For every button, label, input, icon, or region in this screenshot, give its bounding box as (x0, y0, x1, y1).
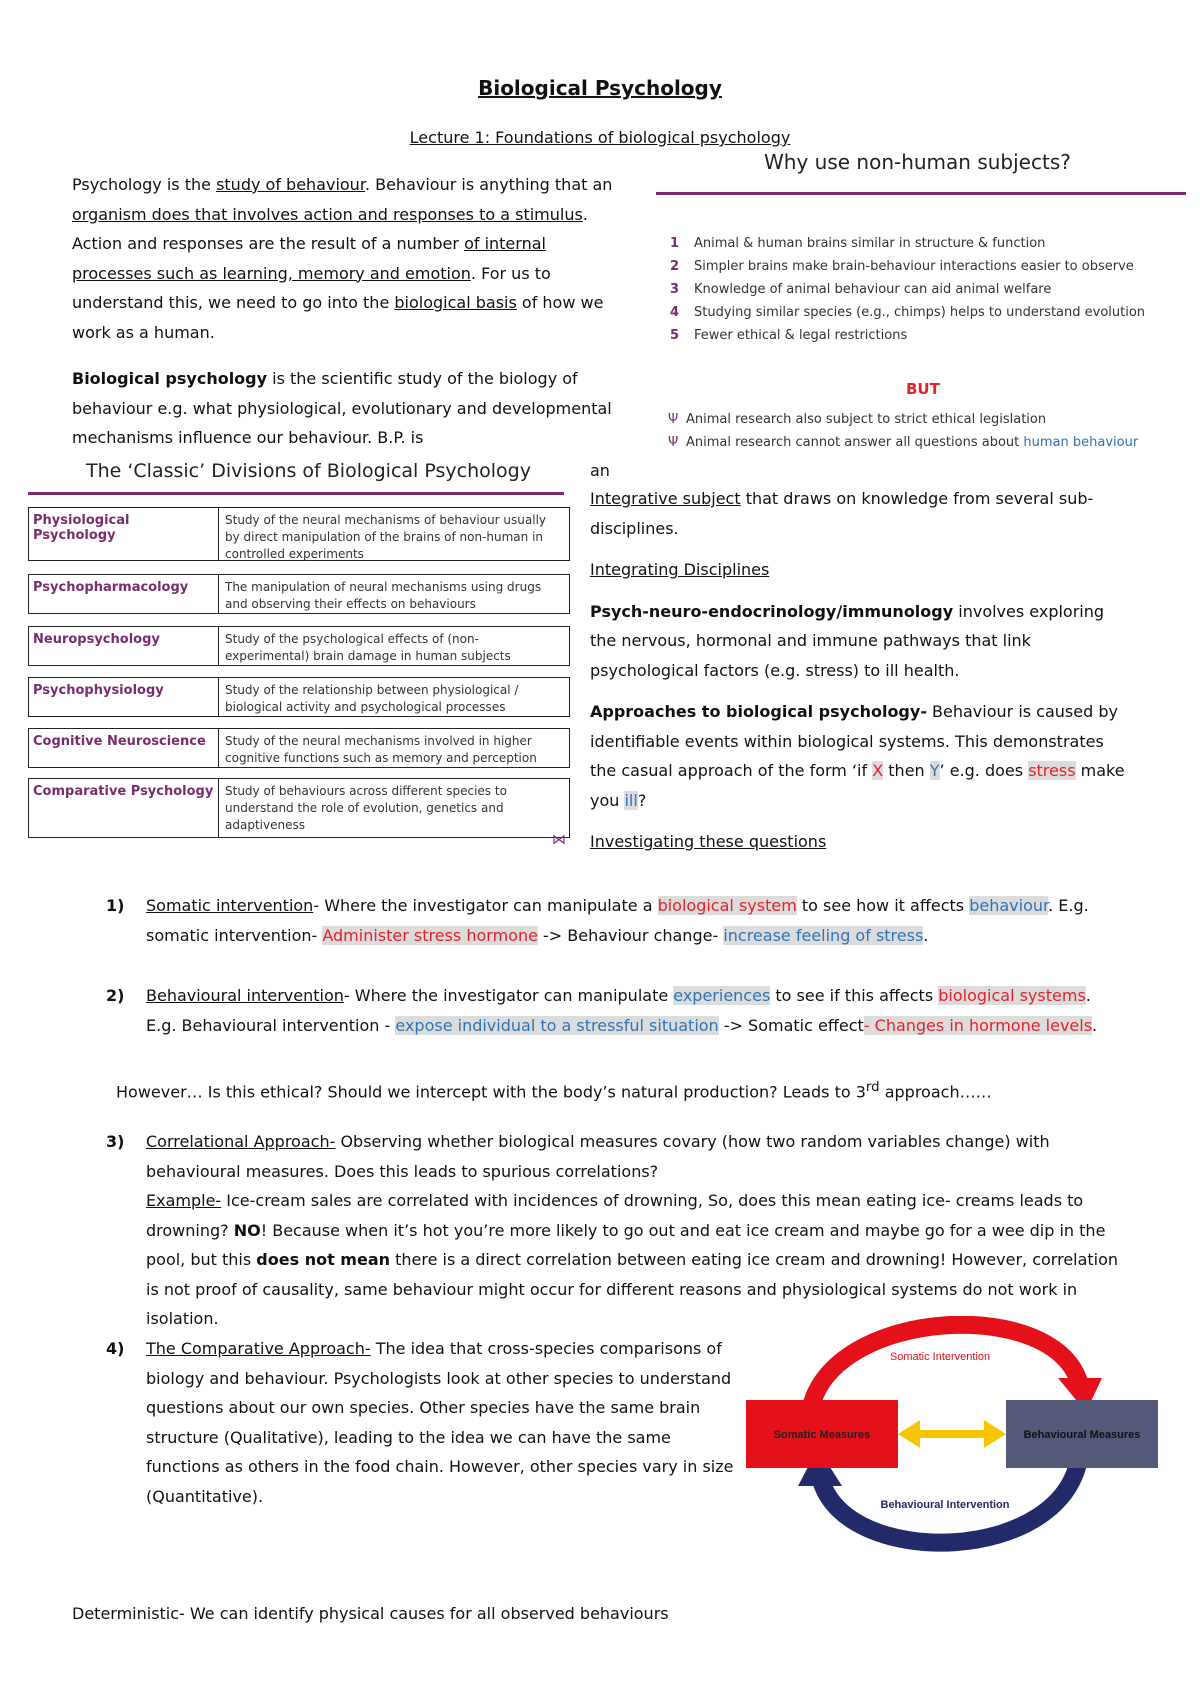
division-name: Comparative Psychology (29, 779, 219, 837)
make-you: make you (590, 761, 1125, 810)
integrating-heading: Integrating Disciplines (590, 560, 770, 579)
why-but-label: BUT (906, 380, 940, 398)
psi-icon: Ψ (668, 435, 679, 450)
bp-definition: is the scientific study of the biology of behaviour e.g. what physiological, evolutionary and developmental mechanisms influence our behaviour. B.P. is (72, 369, 612, 447)
internal-processes-phrase: of internal processes such as learning, memory and emotion (72, 234, 546, 283)
why-item (670, 259, 1134, 274)
list-text (146, 891, 1126, 950)
approaches-term: Approaches to biological psychology- (590, 702, 927, 721)
why-bullet-text: Animal research cannot answer all questions about (686, 435, 1024, 450)
example-label: Example- (146, 1191, 222, 1210)
then-word: then (883, 761, 930, 780)
y-var: Y (929, 761, 940, 780)
division-row (28, 574, 570, 614)
psi-icon: Ψ (668, 412, 679, 427)
double-arrow-right-head (984, 1420, 1006, 1448)
why-item-num: 3 (670, 282, 680, 297)
why-bullet (668, 412, 1046, 427)
list-text (146, 1127, 1126, 1334)
lecture-subtitle: Lecture 1: Foundations of biological psychology (409, 128, 791, 147)
behavioural-intervention-label: Behavioural Intervention (880, 1499, 1010, 1511)
why-item-text: Studying similar species (e.g., chimps) helps to understand evolution (694, 305, 1146, 320)
list-segment: The idea that cross-species comparisons of biology and behaviour. Psychologists look at other species to understand questions about our own species. Other species have the same brain structure (Qualitative), leading to the idea we can have the same functions as others in the food chain. However, other species vary in size (Quantitative). (146, 1339, 734, 1506)
bracket-icon: ⋈ (552, 832, 566, 848)
list-segment: there is a direct correlation between eating ice cream and drowning! However, correlation is not proof of causality, same behaviour might occur for different reasons and physiological systems do not work in isolation. (146, 1250, 1119, 1328)
why-panel-rule (656, 192, 1186, 195)
red-highlight: - Changes in hormone levels (863, 1015, 1093, 1035)
division-name: Psychopharmacology (29, 575, 219, 613)
integrative-subject: Integrative subject (590, 489, 741, 508)
approaches-rest: Behaviour is caused by identifiable events within biological systems. This demonstrates the casual approach of the form ‘if (590, 702, 1118, 780)
integrative-rest: that draws on knowledge from several sub-disciplines. (590, 489, 1094, 538)
division-row (28, 677, 570, 717)
why-bullet (668, 435, 1138, 450)
list-segment: . (923, 925, 929, 945)
division-desc: Study of the relationship between physiological / biological activity and psychological processes (225, 683, 519, 714)
intro-text-3: . Action and responses are the result of a number (72, 204, 588, 253)
classic-divisions-rule (28, 492, 564, 495)
division-name: Neuropsychology (29, 627, 219, 665)
pne-rest: involves exploring the nervous, hormonal and immune pathways that link psychological factors (e.g. stress) to ill health. (590, 601, 1105, 680)
red-highlight: Administer stress hormone (322, 925, 538, 945)
list-heading: Somatic intervention (146, 896, 314, 915)
division-name: Psychophysiology (29, 678, 219, 716)
why-item-num: 1 (670, 236, 680, 251)
list-number: 2) (106, 986, 125, 1005)
why-item (670, 328, 907, 343)
why-item (670, 236, 1045, 251)
question-mark: ? (637, 790, 647, 810)
list-heading: The Comparative Approach- (146, 1339, 371, 1358)
why-panel-title: Why use non-human subjects? (764, 150, 1071, 174)
cycle-svg (740, 1316, 1160, 1566)
investigating-heading: Investigating these questions (590, 832, 827, 851)
list-segment: . E.g. somatic intervention- (146, 896, 1089, 945)
list-segment: . (1092, 1015, 1098, 1035)
list-segment: Observing whether biological measures covary (how two random variables change) with behavioural measures. Does this leads to spurious correlations? (146, 1132, 1050, 1181)
division-desc: The manipulation of neural mechanisms using drugs and observing their effects on behaviours (225, 580, 542, 611)
division-row (28, 778, 570, 838)
division-desc: Study of behaviours across different species to understand the role of evolution, genetics and adaptiveness (225, 784, 507, 832)
intro-text-5: of how we work as a human. (72, 293, 604, 342)
pne-term: Psych-neuro-endocrinology/immunology (590, 601, 954, 621)
biological-basis-phrase: biological basis (394, 293, 517, 312)
list-text (146, 1334, 746, 1511)
however-line (116, 1080, 992, 1101)
blue-highlight: increase feeling of stress (723, 925, 924, 945)
division-desc: Study of the neural mechanisms involved in higher cognitive functions such as memory and perception (225, 734, 537, 765)
why-item-num: 2 (670, 259, 680, 274)
intro-text-4: . For us to understand this, we need to go into the (72, 263, 551, 312)
division-row (28, 507, 570, 561)
bp-term: Biological psychology (72, 369, 268, 388)
intervention-cycle-diagram (740, 1316, 1160, 1566)
top-arc-arrow (810, 1325, 1080, 1411)
why-item-num: 5 (670, 328, 680, 343)
however-end: approach…… (879, 1082, 992, 1102)
list-segment: ! Because when it’s hot you’re more likely to go out and eat ice cream and maybe go for a wee dip in the pool, but this (146, 1220, 1106, 1269)
stress-word: stress (1028, 761, 1076, 780)
deterministic-line: Deterministic- We can identify physical causes for all observed behaviours (72, 1604, 669, 1623)
division-row (28, 728, 570, 768)
eg-does: ’ e.g. does (939, 761, 1029, 780)
list-number: 4) (106, 1339, 125, 1358)
double-arrow-left-head (898, 1420, 920, 1448)
organism-phrase: organism does that involves action and responses to a stimulus (72, 204, 583, 224)
why-item-num: 4 (670, 305, 680, 320)
intro-text-2: . Behaviour is anything that an (364, 175, 613, 194)
why-item (670, 282, 1051, 297)
red-highlight: biological system (657, 896, 797, 915)
ordinal-suffix: rd (865, 1080, 880, 1095)
pne-paragraph (590, 597, 1130, 686)
x-var: X (872, 761, 884, 780)
list-segment: - Where the investigator can manipulate a (313, 896, 658, 915)
integrative-paragraph (590, 484, 1130, 543)
why-non-human-panel (656, 150, 1186, 460)
list-heading: Behavioural intervention (146, 986, 344, 1005)
study-of-behaviour-link: study of behaviour (216, 175, 365, 194)
blue-highlight: expose individual to a stressful situation (395, 1015, 719, 1035)
list-segment: Ice-cream sales are correlated with incidences of drowning, So, does this mean eating ice- creams leads to drowning? (146, 1191, 1084, 1240)
however-text: However… Is this ethical? Should we intercept with the body’s natural production? Leads to 3 (116, 1082, 866, 1102)
intro-text-1: Psychology is the (72, 175, 217, 194)
red-highlight: biological systems (938, 986, 1086, 1005)
document-title: Biological Psychology (478, 76, 722, 100)
why-bullet-highlight: human behaviour (1023, 435, 1139, 450)
list-number: 3) (106, 1132, 125, 1151)
division-desc: Study of the neural mechanisms of behaviour usually by direct manipulation of the brains of non-human in controlled experiments (225, 513, 547, 561)
blue-highlight: behaviour (969, 896, 1049, 915)
list-heading: Correlational Approach- (146, 1132, 336, 1151)
why-item-text: Animal & human brains similar in structure & function (694, 236, 1046, 251)
division-desc: Study of the psychological effects of (non-experimental) brain damage in human subjects (225, 632, 511, 663)
ill-word: ill (624, 790, 638, 810)
list-segment: . E.g. Behavioural intervention - (146, 986, 1091, 1035)
why-item (670, 305, 1145, 320)
classic-divisions-title: The ‘Classic’ Divisions of Biological Psychology (86, 460, 531, 482)
somatic-measures-label: Somatic Measures (773, 1429, 871, 1441)
why-item-text: Simpler brains make brain-behaviour interactions easier to observe (694, 259, 1134, 274)
behavioural-measures-label: Behavioural Measures (1023, 1429, 1141, 1441)
list-segment: - Where the investigator can manipulate (343, 986, 674, 1005)
list-segment: -> Somatic effect (718, 1015, 864, 1035)
does-not-mean-emphasis: does not mean (256, 1250, 390, 1269)
right-column (590, 484, 1130, 857)
why-item-text: Knowledge of animal behaviour can aid animal welfare (694, 282, 1052, 297)
an-word: an (590, 461, 610, 480)
somatic-intervention-label: Somatic Intervention (889, 1351, 991, 1363)
list-segment: to see how it affects (796, 896, 970, 915)
division-row (28, 626, 570, 666)
division-name: Cognitive Neuroscience (29, 729, 219, 767)
no-emphasis: NO (233, 1220, 261, 1240)
biological-psychology-paragraph (72, 364, 628, 453)
list-segment: -> Behaviour change- (537, 925, 724, 945)
intro-paragraph (72, 170, 628, 347)
division-name: Physiological Psychology (29, 508, 219, 560)
list-segment: to see if this affects (770, 986, 939, 1005)
why-bullet-text: Animal research also subject to strict ethical legislation (686, 412, 1047, 427)
blue-highlight: experiences (673, 986, 771, 1005)
list-text (146, 981, 1126, 1040)
approaches-paragraph (590, 697, 1130, 815)
why-item-text: Fewer ethical & legal restrictions (694, 328, 908, 343)
list-number: 1) (106, 896, 125, 915)
